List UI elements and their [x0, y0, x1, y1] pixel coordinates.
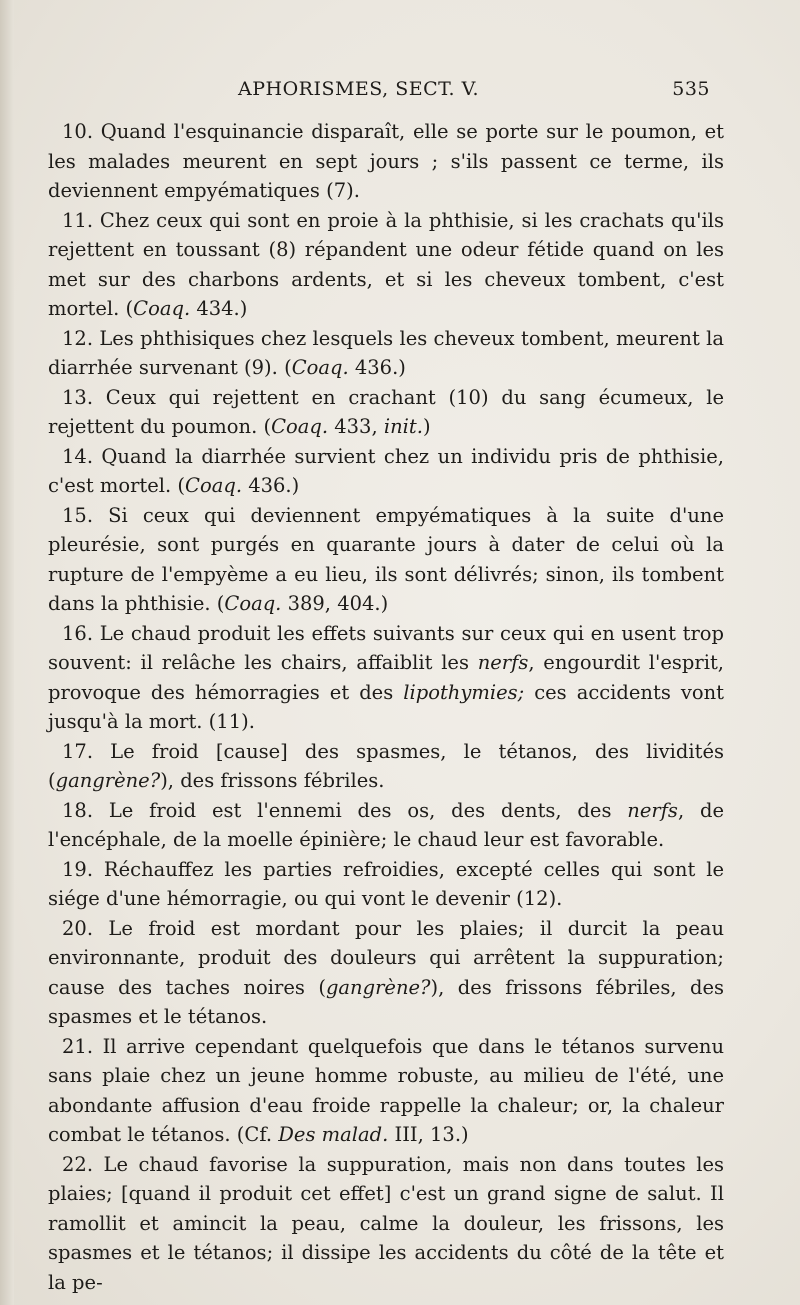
aphorism-14: 14. Quand la diarrhée survient chez un individu pris de phthisie, c'est mortel. (Coaq. 436.): [48, 444, 724, 497]
aphorism-13: 13. Ceux qui rejettent en crachant (10) du sang écumeux, le rejettent du poumon. (Coaq. 433, init.): [48, 385, 724, 438]
aphorism-11: 11. Chez ceux qui sont en proie à la phthisie, si les crachats qu'ils rejettent en toussant (8) répandent une odeur fétide quand on les met sur des charbons ardents, et si les cheveux tombent, c'est mortel. (Coaq. 434.): [48, 208, 724, 320]
running-title: APHORISMES, SECT. V.: [238, 78, 480, 100]
aphorism-22: 22. Le chaud favorise la suppuration, mais non dans toutes les plaies; [quand il produit cet effet] c'est un grand signe de salut. Il ramollit et amincit la peau, calme la douleur, les frissons, les spasmes et le tétanos; il dissipe les accidents du côté de la tête et la pe-: [48, 1152, 724, 1294]
aphorism-16: 16. Le chaud produit les effets suivants sur ceux qui en usent trop souvent: il relâche les chairs, affaiblit les nerfs, engourdit l'esprit, provoque des hémorragies et des lipothymies; ces accidents vont jusqu'à la mort. (11).: [48, 621, 724, 733]
aphorism-10: 10. Quand l'esquinancie disparaît, elle se porte sur le poumon, et les malades meurent en sept jours ; s'ils passent ce terme, ils deviennent empyématiques (7).: [48, 120, 724, 202]
aphorism-21: 21. Il arrive cependant quelquefois que dans le tétanos survenu sans plaie chez un jeune homme robuste, au milieu de l'été, une abondante affusion d'eau froide rappelle la chaleur; or, la chaleur combat le tétanos. (Cf. Des malad. III, 13.): [48, 1034, 724, 1146]
page-number: 535: [672, 78, 710, 100]
page-binding-edge: [0, 0, 14, 1305]
aphorism-18: 18. Le froid est l'ennemi des os, des dents, des nerfs, de l'encéphale, de la moelle épinière; le chaud leur est favorable.: [48, 798, 724, 851]
aphorisms-text: [48, 117, 724, 1297]
aphorism-12: 12. Les phthisiques chez lesquels les cheveux tombent, meurent la diarrhée survenant (9). (Coaq. 436.): [48, 326, 724, 379]
running-header: [48, 74, 710, 104]
aphorism-20: 20. Le froid est mordant pour les plaies; il durcit la peau environnante, produit des douleurs qui arrêtent la suppuration; cause des taches noires (gangrène?), des frissons fébriles, des spasmes et le tétanos.: [48, 916, 724, 1028]
aphorism-17: 17. Le froid [cause] des spasmes, le tétanos, des lividités (gangrène?), des frissons fébriles.: [48, 739, 724, 792]
aphorism-19: 19. Réchauffez les parties refroidies, excepté celles qui sont le siége d'une hémorragie, ou qui vont le devenir (12).: [48, 857, 724, 910]
aphorism-15: 15. Si ceux qui deviennent empyématiques à la suite d'une pleurésie, sont purgés en quarante jours à dater de celui où la rupture de l'empyème a eu lieu, ils sont délivrés; sinon, ils tombent dans la phthisie. (Coaq. 389, 404.): [48, 503, 724, 615]
